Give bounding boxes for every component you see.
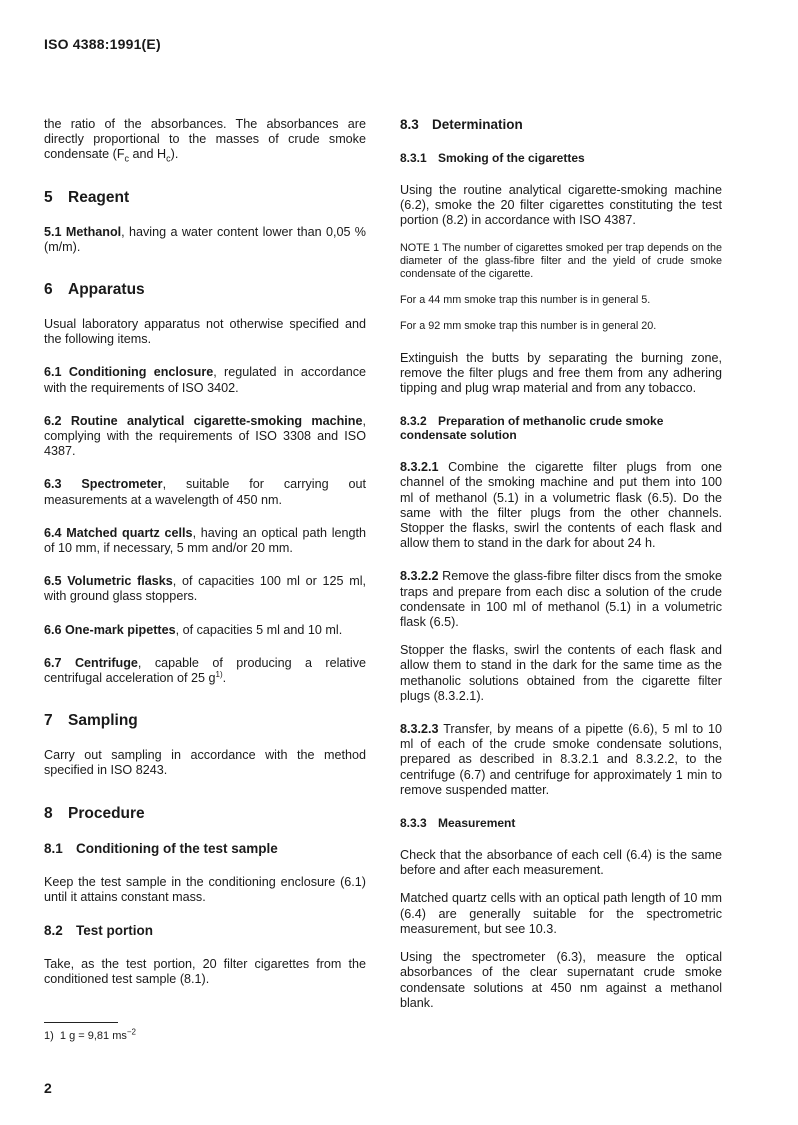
section-5-heading: 5 Reagent [44, 188, 130, 206]
section-8-2-heading: 8.2 Test portion [44, 923, 153, 939]
section-7-text: Carry out sampling in accordance with the method specified in ISO 8243. [44, 748, 366, 778]
clause-6-5: 6.5 Volumetric flasks, of capacities 100 ml or 125 ml, with ground glass stoppers. [44, 574, 366, 604]
right-column [400, 117, 722, 1011]
section-7-heading: 7 Sampling [44, 712, 138, 730]
measurement-paragraph-3: Using the spectrometer (6.3), measure the optical absorbances of the clear supernatant crude smoke condensate solutions at 450 nm against a methanol blank. [400, 950, 722, 1010]
clause-8-3-2-3: 8.3.2.3 Transfer, by means of a pipette (6.6), 5 ml to 10 ml of each of the crude smoke condensate solutions, prepared as described in 8.3.2.1 and 8.3.2.2, to the centrifuge (6.7) and centrifuge for approximately 1 min to remove suspended matter. [400, 722, 722, 797]
clause-6-7: 6.7 Centrifuge, capable of producing a relative centrifugal acceleration of 25 $g^{1)}$. [44, 655, 367, 686]
clause-8-3-2-2: 8.3.2.2 Remove the glass-fibre filter discs from the smoke traps and prepare from each disc a solution of the crude condensate in 100 ml of methanol (5.1) in a volumetric flask (6.5). [400, 569, 722, 630]
clause-6-3: 6.3 Spectrometer, suitable for carrying out measurements at a wavelength of 450 nm. [44, 477, 366, 507]
footnote: 1) 1 g = 9,81 $ms^{-2}$ [44, 1027, 136, 1042]
clause-6-6: 6.6 One-mark pipettes, of capacities 5 ml and 10 ml. [44, 622, 343, 637]
measurement-paragraph-2: Matched quartz cells with an optical path length of 10 mm (6.4) are generally suitable for the spectrometric measurement, but see 10.3. [400, 891, 722, 936]
clause-6-4: 6.4 Matched quartz cells, having an optical path length of 10 mm, if necessary, 5 mm and/or 20 mm. [44, 525, 367, 556]
section-8-3-3-heading: 8.3.3 Measurement [400, 816, 516, 831]
measurement-paragraph-1: Check that the absorbance of each cell (6.4) is the same before and after each measurement. [400, 848, 722, 878]
note-1: NOTE 1 The number of cigarettes smoked per trap depends on the diameter of the glass-fibre filter and the yield of crude smoke condensate of the cigarette. [400, 241, 722, 280]
trap-92-note: For a 92 mm smoke trap this number is in general 20. [400, 319, 657, 332]
document-header: ISO 4388:1991(E) [44, 36, 161, 52]
section-8-1-heading: 8.1 Conditioning of the test sample [44, 840, 278, 856]
section-8-3-1-text: Using the routine analytical cigarette-smoking machine (6.2), smoke the 20 filter cigarettes constituting the test portion (8.2) in accordance with ISO 4387. [400, 183, 722, 228]
footnote-rule [44, 1022, 118, 1023]
stopper-paragraph: Stopper the flasks, swirl the contents of each flask and allow them to stand in the dark for the same time as the methanolic solutions obtained from the cigarette filter plugs (8.3.2.1). [400, 643, 722, 703]
section-8-3-2-heading: 8.3.2 Preparation of methanolic crude smoke condensate solution [400, 414, 664, 443]
section-8-2-text: Take, as the test portion, 20 filter cigarettes from the conditioned test sample (8.1). [44, 957, 366, 987]
trap-44-note: For a 44 mm smoke trap this number is in general 5. [400, 293, 651, 306]
clause-8-3-2-1: 8.3.2.1 Combine the cigarette filter plugs from one channel of the smoking machine and put them into 100 ml of methanol (5.1) in a volumetric flask (6.5). Do the same with the filter plugs from the other channels. Stopper the flasks, swirl the contents of each flask and allow them to stand in the dark for about 24 h. [400, 460, 723, 551]
extinguish-paragraph: Extinguish the butts by separating the burning zone, remove the filter plugs and free them from any adhering tipping and plug wrap material and from any tobacco. [400, 350, 722, 396]
section-8-heading: 8 Procedure [44, 804, 145, 822]
clause-5-1: 5.1 Methanol, having a water content lower than 0,05 % (m/m). [44, 224, 367, 254]
page-number: 2 [44, 1080, 52, 1096]
section-8-3-1-heading: 8.3.1 Smoking of the cigarettes [400, 151, 585, 165]
section-6-heading: 6 Apparatus [44, 281, 145, 299]
intro-paragraph: the ratio of the absorbances. The absorbances are directly proportional to the masses of crude smoke condensate ($F_c$ and $H_c$). [44, 117, 366, 164]
clause-6-2: 6.2 Routine analytical cigarette-smoking machine, complying with the requirements of ISO 3308 and ISO 4387. [44, 413, 367, 459]
section-6-intro: Usual laboratory apparatus not otherwise specified and the following items. [44, 317, 366, 347]
section-8-3-heading: 8.3 Determination [400, 117, 523, 132]
section-8-1-text: Keep the test sample in the conditioning enclosure (6.1) until it attains constant mass. [44, 874, 366, 904]
clause-6-1: 6.1 Conditioning enclosure, regulated in accordance with the requirements of ISO 3402. [44, 365, 367, 395]
left-column [44, 117, 366, 987]
